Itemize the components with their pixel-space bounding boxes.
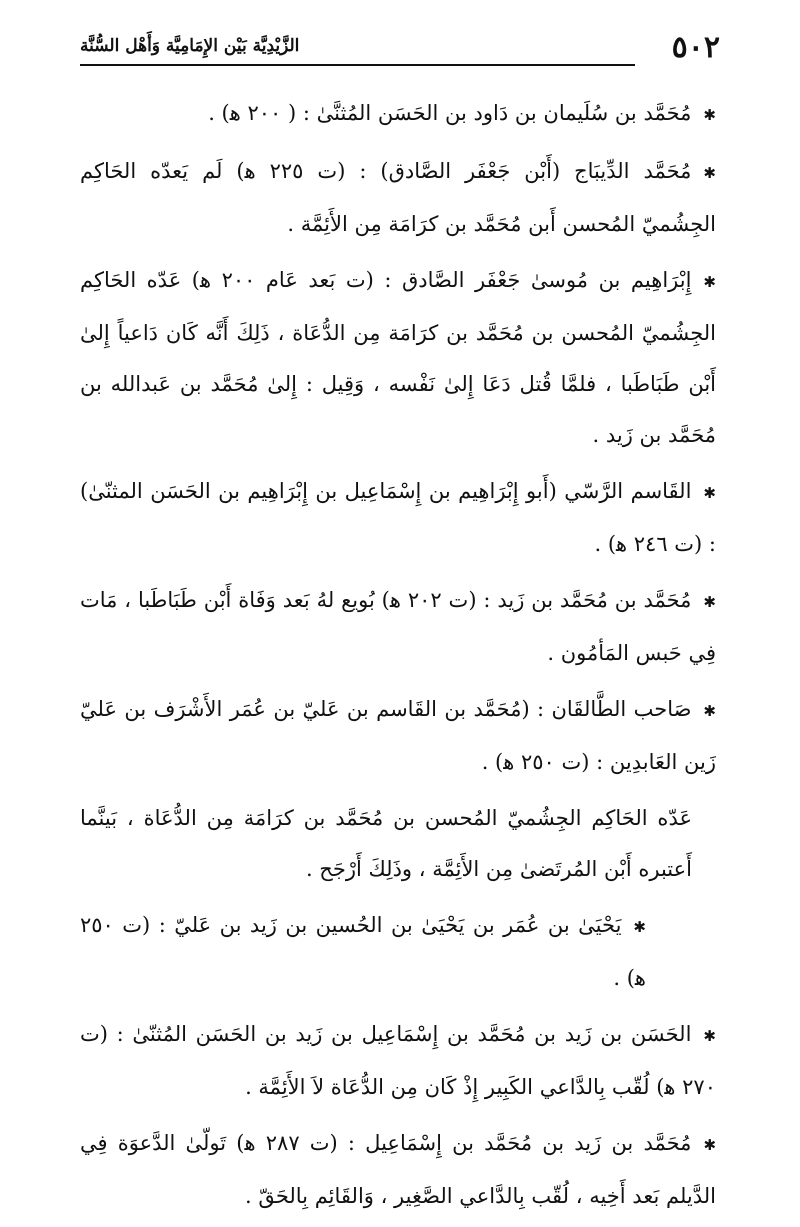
- entry-3: [80, 255, 716, 461]
- entry-1: [80, 88, 716, 141]
- entry-6: [80, 684, 716, 788]
- entry-text: صَاحب الطَّالقَان : (مُحَمَّد بن القَاسم بن عَليّ بن عُمَر الأَشْرَف بن عَليّ زَين العَابدِين : (ت ٢٥٠ ﻫ) .: [80, 697, 716, 774]
- entry-2: [80, 146, 716, 250]
- asterisk-bullet-icon: ✱: [703, 702, 716, 720]
- asterisk-bullet-icon: ✱: [703, 106, 716, 124]
- asterisk-bullet-icon: ✱: [703, 164, 716, 182]
- page-number: ٥٠٢: [671, 30, 720, 65]
- entry-text: مُحَمَّد بن سُلَيمان بن دَاود بن الحَسَن المُثنَّىٰ : ( ٢٠٠ ﻫ) .: [208, 101, 692, 125]
- asterisk-bullet-icon: ✱: [703, 484, 716, 502]
- entry-text: إِبْرَاهِيم بن مُوسىٰ جَعْفَر الصَّادق : (ت بَعد عَام ٢٠٠ ﻫ) عَدّه الحَاكِم الجِشُميّ المُحسن بن مُحَمَّد بن كرَامَة مِن الدُّعَاة ، ذَلِكَ أَنَّه كَان دَاعياً إِلىٰ أَبْن طَبَاطَبا ، فلمَّا قُتل دَعَا إِلىٰ نَفْسه ، وَقِيل : إِلىٰ مُحَمَّد بن عَبدالله بن مُحَمَّد بن زَيد .: [80, 268, 716, 447]
- page-body: [80, 88, 716, 1227]
- page-header: [80, 30, 720, 70]
- running-title: الزَّيْدِيَّة بَيْن الإِمَامِيَّة وَأَهْل السُّنَّة: [80, 36, 300, 56]
- entry-text: مُحَمَّد الدِّيبَاج (أَبْن جَعْفَر الصَّادق) : (ت ٢٢٥ ﻫ) لَم يَعدّه الحَاكِم الجِشُميّ المُحسن أَبن مُحَمَّد بن كرَامَة مِن الأَئِمَّة .: [80, 159, 716, 236]
- header-rule: [80, 64, 635, 66]
- entry-5: [80, 575, 716, 679]
- entry-text: مُحَمَّد بن زَيد بن مُحَمَّد بن إِسْمَاعِيل : (ت ٢٨٧ ﻫ) تَولّىٰ الدَّعوَة فِي الدَّيلم بَعد أَخِيه ، لُقّب بِالدَّاعي الصَّغِير ، وَالقَائِم بِالحَقّ .: [80, 1131, 716, 1208]
- entry-text: عَدّه الحَاكِم الجِشُميّ المُحسن بن مُحَمَّد بن كرَامَة مِن الدُّعَاة ، بَينَّما أَعتبره أَبْن المُرتَضىٰ مِن الأَئِمَّة ، وذَلِكَ أَرْجَح .: [80, 806, 692, 881]
- entry-4: [80, 466, 716, 570]
- entry-text: الحَسَن بن زَيد بن مُحَمَّد بن إِسْمَاعِيل بن زَيد بن الحَسَن المُثنّىٰ : (ت ٢٧٠ ﻫ) لُقّب بِالدَّاعي الكَبِير إِذْ كَان مِن الدُّعَاة لاَ الأَئِمَّة .: [80, 1022, 716, 1099]
- entry-text: مُحَمَّد بن مُحَمَّد بن زَيد : (ت ٢٠٢ ﻫ) بُويع لهُ بَعد وَفَاة أَبْن طَبَاطَبا ، مَات فِي حَبس المَأمُون .: [80, 588, 716, 665]
- entry-text: يَحْيَىٰ بن عُمَر بن يَحْيَىٰ بن الحُسين بن زَيد بن عَليّ : (ت ٢٥٠ ﻫ) .: [80, 913, 646, 990]
- asterisk-bullet-icon: ✱: [703, 1027, 716, 1045]
- entry-9: [80, 1009, 716, 1113]
- asterisk-bullet-icon: ✱: [633, 918, 646, 936]
- entry-7-note: [80, 793, 716, 895]
- entry-10: [80, 1118, 716, 1222]
- entry-text: القَاسم الرَّسّي (أَبو إِبْرَاهِيم بن إِسْمَاعِيل بن إِبْرَاهِيم بن الحَسَن المثنّىٰ) : (ت ٢٤٦ ﻫ) .: [80, 479, 716, 556]
- asterisk-bullet-icon: ✱: [703, 1136, 717, 1154]
- entry-8: [80, 900, 716, 1004]
- asterisk-bullet-icon: ✱: [703, 593, 716, 611]
- asterisk-bullet-icon: ✱: [703, 273, 716, 291]
